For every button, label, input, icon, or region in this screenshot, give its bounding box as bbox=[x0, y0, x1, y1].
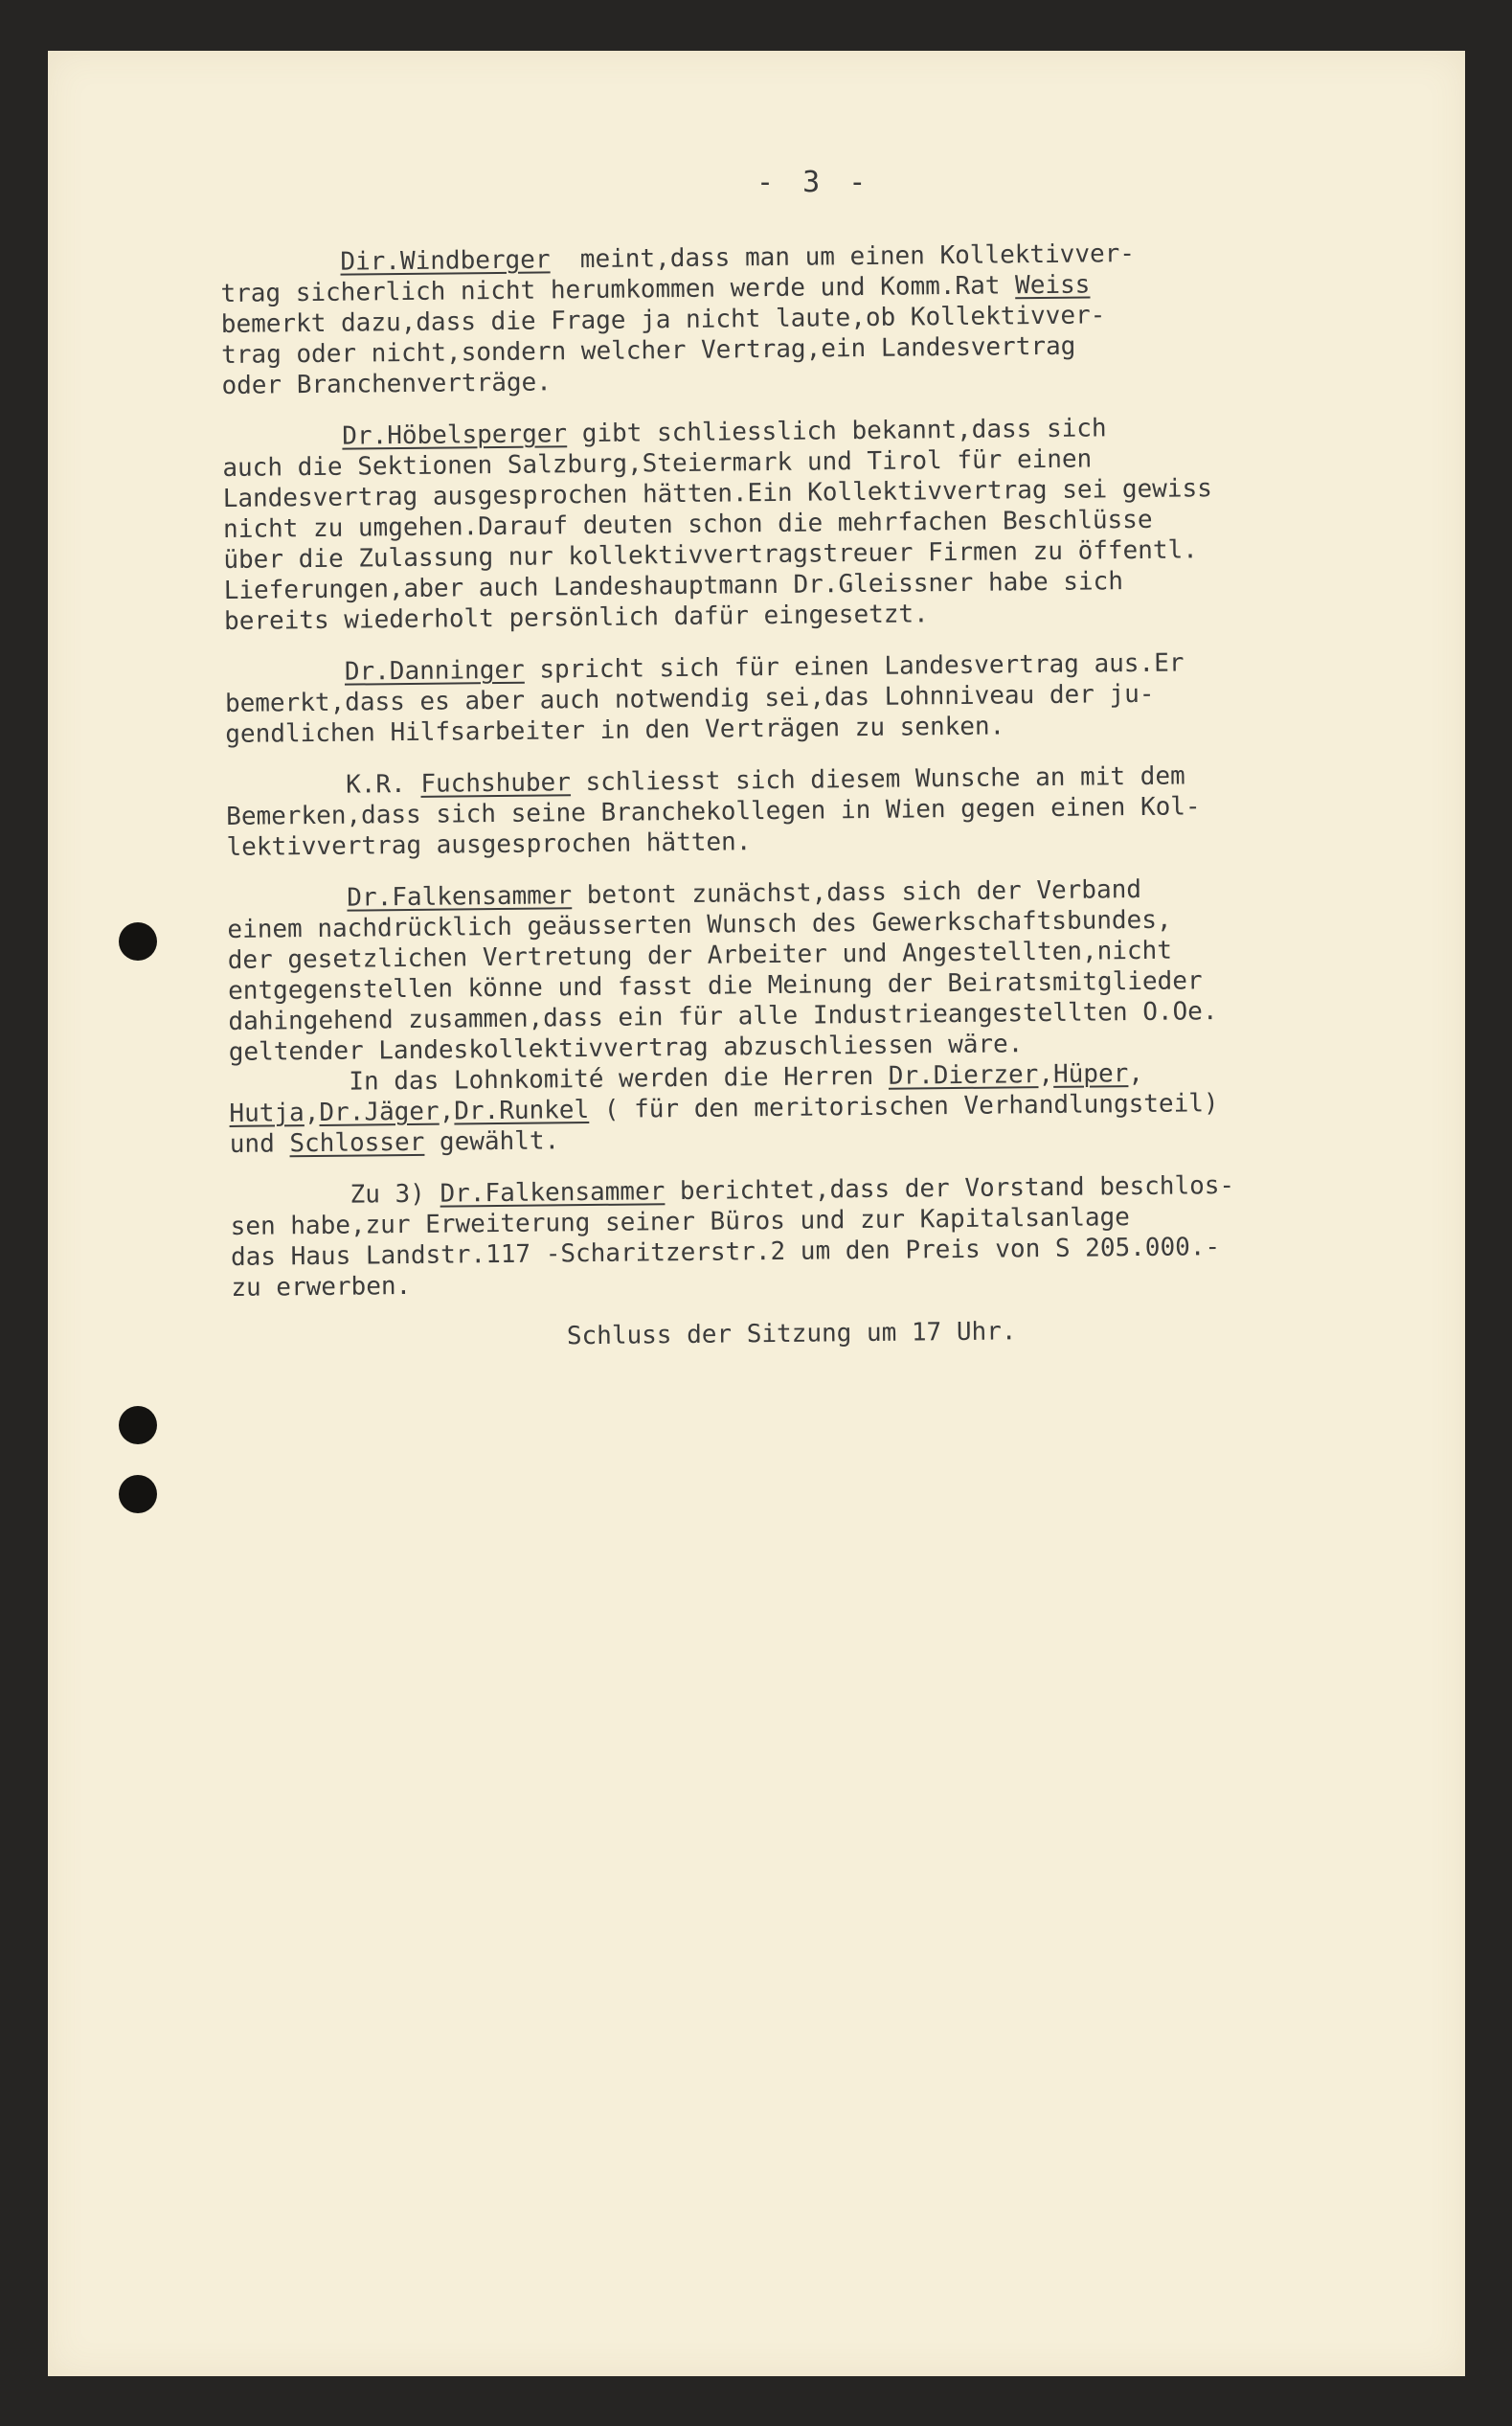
paragraph bbox=[230, 1168, 1437, 1304]
text-run: bereits wiederholt persönlich dafür eingesetzt. bbox=[223, 600, 929, 636]
underlined-name: Dr.Höbelsperger bbox=[342, 419, 568, 451]
text-run: sen habe,zur Erweiterung seiner Büros und zur Kapitalsanlage bbox=[230, 1203, 1131, 1241]
text-run: gendlichen Hilfsarbeiter in den Verträgen zu senken. bbox=[225, 712, 1005, 749]
underlined-name: Hüper bbox=[1052, 1059, 1129, 1089]
text-run: ( für den meritorischen Verhandlungsteil) bbox=[589, 1089, 1219, 1125]
text-run: der gesetzlichen Vertretung der Arbeiter und Angestellten,nicht bbox=[227, 936, 1173, 975]
paragraph bbox=[224, 646, 1432, 750]
paragraph bbox=[227, 872, 1435, 1068]
text-run: über die Zulassung nur kollektivvertragstreuer Firmen zu öffentl. bbox=[223, 535, 1198, 575]
text-run: Bemerken,dass sich seine Branchekollegen in Wien gegen einen Kol- bbox=[226, 792, 1201, 831]
text-run: entgegenstellen könne und fasst die Meinung der Beiratsmitglieder bbox=[227, 966, 1203, 1006]
underlined-name: Dr.Jäger bbox=[319, 1097, 440, 1127]
document-body bbox=[220, 236, 1438, 1355]
paragraph bbox=[220, 236, 1429, 401]
text-run: trag oder nicht,sondern welcher Vertrag,ein Landesvertrag bbox=[221, 331, 1076, 370]
text-run: und bbox=[229, 1129, 290, 1159]
underlined-name: Dir.Windberger bbox=[340, 245, 551, 277]
paragraph bbox=[229, 1055, 1436, 1160]
paragraph bbox=[222, 410, 1431, 637]
text-run: K.R. bbox=[225, 769, 421, 801]
text-run: meint,dass man um einen Kollektivver- bbox=[550, 239, 1136, 275]
text-run: trag sicherlich nicht herumkommen werde und Komm.Rat bbox=[220, 271, 1016, 308]
text-run: nicht zu umgehen.Darauf deuten schon die mehrfachen Beschlüsse bbox=[222, 505, 1153, 544]
text-run: dahingehend zusammen,dass ein für alle Industrieangestellten O.Oe. bbox=[228, 997, 1218, 1036]
text-run: , bbox=[1128, 1058, 1144, 1089]
text-run: gewählt. bbox=[424, 1126, 560, 1157]
document-page bbox=[48, 51, 1465, 2376]
text-run: schliesst sich diesem Wunsche an mit dem bbox=[570, 761, 1185, 798]
text-run bbox=[222, 422, 343, 452]
underlined-name: Schlosser bbox=[289, 1127, 425, 1159]
text-run: , bbox=[439, 1097, 455, 1126]
text-run: das Haus Landstr.117 -Scharitzerstr.2 um den Preis von S 205.000.- bbox=[230, 1233, 1221, 1272]
text-run bbox=[220, 248, 341, 278]
closing-line: Schluss der Sitzung um 17 Uhr. bbox=[566, 1317, 1017, 1351]
punch-hole bbox=[119, 1406, 157, 1444]
text-run: bemerkt,dass es aber auch notwendig sei,das Lohnniveau der ju- bbox=[224, 679, 1155, 718]
text-run: In das Lohnkomité werden die Herren bbox=[228, 1061, 890, 1098]
text-run: auch die Sektionen Salzburg,Steiermark und Tirol für einen bbox=[222, 444, 1093, 483]
text-run: oder Branchenverträge. bbox=[221, 368, 553, 400]
underlined-name: Dr.Runkel bbox=[454, 1096, 590, 1126]
text-run: , bbox=[1038, 1059, 1054, 1090]
underlined-name: Dr.Dierzer bbox=[888, 1060, 1039, 1091]
text-run: berichtet,dass der Vorstand beschlos- bbox=[665, 1170, 1235, 1207]
underlined-name: Fuchshuber bbox=[420, 768, 572, 799]
underlined-name: Dr.Falkensammer bbox=[440, 1177, 666, 1209]
text-run: geltender Landeskollektivvertrag abzuschliessen wäre. bbox=[228, 1030, 1024, 1067]
underlined-name: Hutja bbox=[229, 1099, 305, 1128]
text-run: betont zunächst,dass sich der Verband bbox=[571, 874, 1142, 911]
underlined-name: Dr.Falkensammer bbox=[347, 881, 573, 913]
text-run bbox=[227, 884, 348, 914]
text-run: Landesvertrag ausgesprochen hätten.Ein Kollektivvertrag sei gewiss bbox=[222, 474, 1212, 513]
text-run: gibt schliesslich bekannt,dass sich bbox=[566, 414, 1107, 449]
text-run: Zu 3) bbox=[230, 1179, 440, 1211]
text-run: Lieferungen,aber auch Landeshauptmann Dr.Gleissner habe sich bbox=[223, 567, 1124, 605]
text-run bbox=[224, 658, 345, 688]
underlined-name: Dr.Danninger bbox=[344, 655, 525, 687]
underlined-name: Weiss bbox=[1014, 270, 1091, 301]
page-number: - 3 - bbox=[756, 166, 872, 199]
text-run: zu erwerben. bbox=[231, 1271, 412, 1303]
punch-hole bbox=[119, 1475, 157, 1513]
punch-hole bbox=[119, 922, 157, 961]
text-run: bemerkt dazu,dass die Frage ja nicht laute,ob Kollektivver- bbox=[220, 301, 1106, 339]
text-run: , bbox=[304, 1098, 320, 1128]
text-run: spricht sich für einen Landesvertrag aus.Er bbox=[524, 648, 1185, 685]
text-run: einem nachdrücklich geäusserten Wunsch des Gewerkschaftsbundes, bbox=[227, 905, 1172, 944]
paragraph bbox=[226, 759, 1433, 863]
text-run: lektivvertrag ausgesprochen hätten. bbox=[226, 828, 752, 862]
